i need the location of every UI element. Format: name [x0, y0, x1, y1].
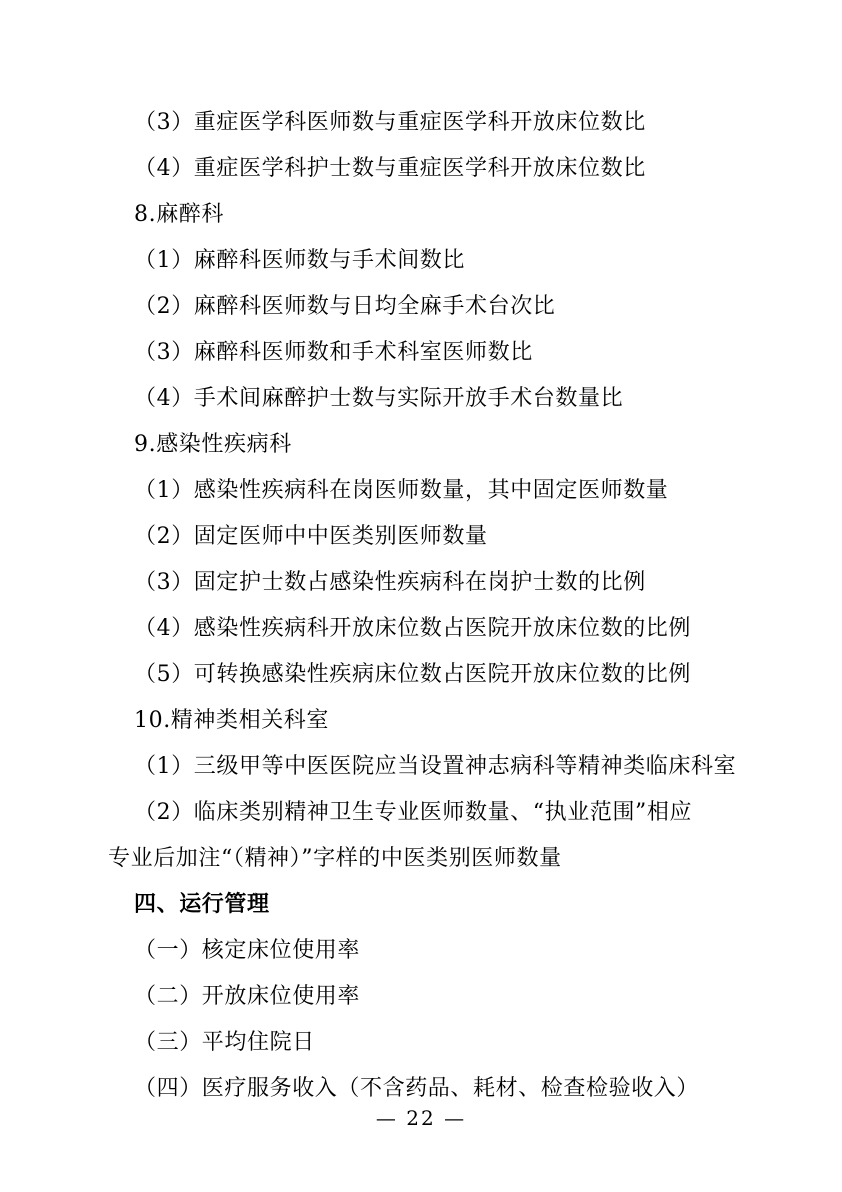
list-item: （2）麻醉科医师数与日均全麻手术台次比 — [134, 294, 556, 319]
document-body — [108, 100, 744, 1112]
list-item: （2）临床类别精神卫生专业医师数量、“执业范围”相应 — [134, 800, 693, 825]
list-item: （1）三级甲等中医医院应当设置神志病科等精神类临床科室 — [134, 754, 737, 779]
list-item: （3）重症医学科医师数与重症医学科开放床位数比 — [134, 110, 646, 135]
list-item: （四）医疗服务收入（不含药品、耗材、检查检验收入） — [134, 1076, 700, 1101]
paragraph-continuation: 专业后加注“（精神）”字样的中医类别医师数量 — [108, 846, 562, 871]
list-item: （4）感染性疾病科开放床位数占医院开放床位数的比例 — [134, 616, 691, 641]
list-item: （3）麻醉科医师数和手术科室医师数比 — [134, 340, 533, 365]
list-item: 10.精神类相关科室 — [134, 708, 329, 733]
list-item: （3）固定护士数占感染性疾病科在岗护士数的比例 — [134, 570, 646, 595]
list-item: （2）固定医师中中医类别医师数量 — [134, 524, 488, 549]
list-item: （二）开放床位使用率 — [134, 984, 361, 1009]
list-item: （一）核定床位使用率 — [134, 938, 361, 963]
list-item: （1）感染性疾病科在岗医师数量，其中固定医师数量 — [134, 478, 669, 503]
list-item: 9.感染性疾病科 — [134, 432, 292, 457]
page-number: — 22 — — [375, 1106, 467, 1130]
list-item: （4）重症医学科护士数与重症医学科开放床位数比 — [134, 156, 646, 181]
list-item: （三）平均住院日 — [134, 1030, 315, 1055]
section-heading: 四、运行管理 — [134, 892, 270, 917]
list-item: （5）可转换感染性疾病床位数占医院开放床位数的比例 — [134, 662, 691, 687]
list-item: （4）手术间麻醉护士数与实际开放手术台数量比 — [134, 386, 624, 411]
list-item: （1）麻醉科医师数与手术间数比 — [134, 248, 465, 273]
list-item: 8.麻醉科 — [134, 202, 224, 227]
